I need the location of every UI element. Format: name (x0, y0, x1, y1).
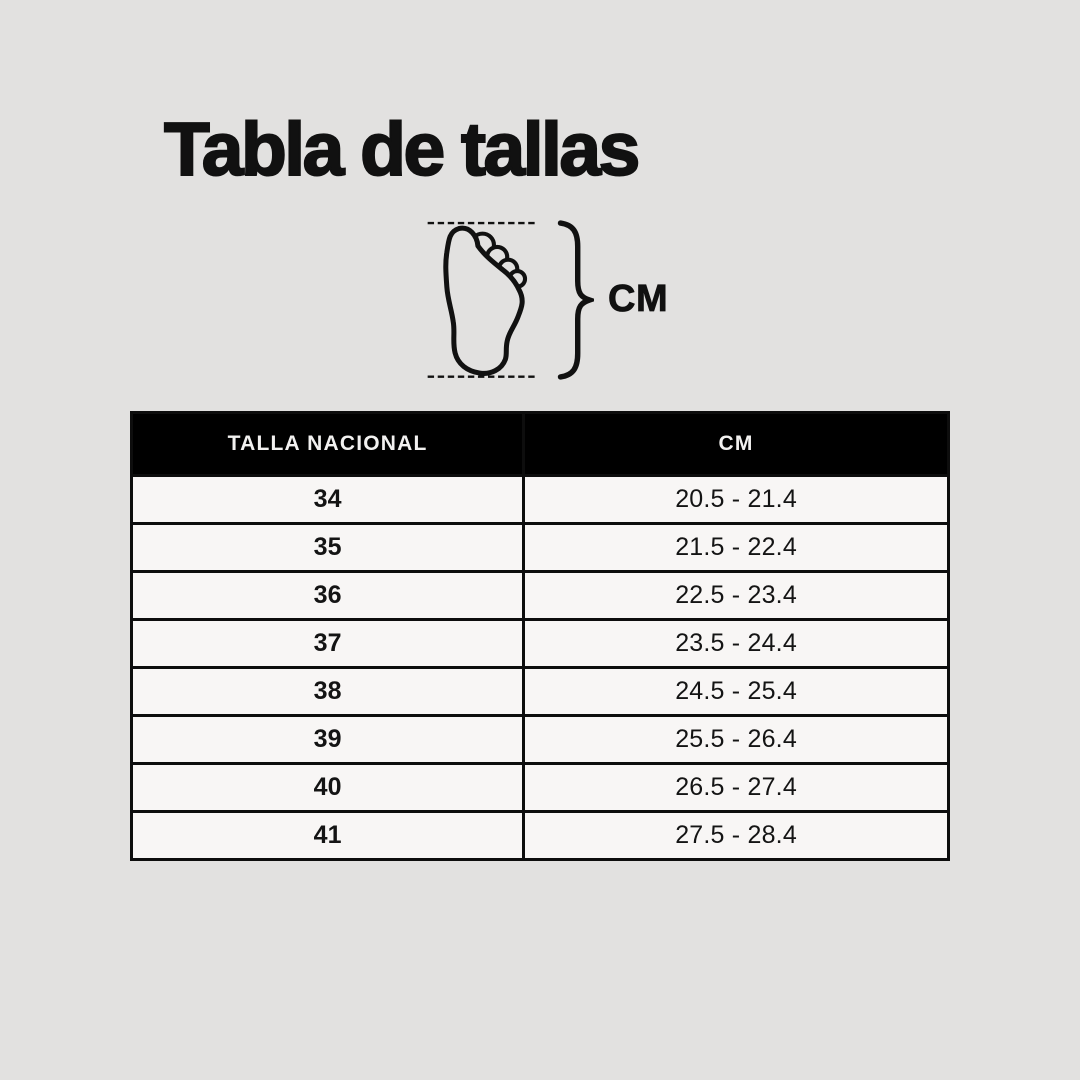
size-cell: 40 (132, 764, 524, 812)
table-row (132, 764, 949, 812)
table-row (132, 476, 949, 524)
measure-brace-icon (556, 214, 594, 386)
cm-range-cell: 27.5 - 28.4 (524, 812, 949, 860)
cm-range-cell: 21.5 - 22.4 (524, 524, 949, 572)
size-cell: 39 (132, 716, 524, 764)
size-cell: 41 (132, 812, 524, 860)
size-cell: 34 (132, 476, 524, 524)
size-cell: 35 (132, 524, 524, 572)
header-cm: CM (524, 413, 949, 476)
table-row (132, 716, 949, 764)
table-header-row (132, 413, 949, 476)
table-row (132, 812, 949, 860)
cm-range-cell: 25.5 - 26.4 (524, 716, 949, 764)
table-row (132, 572, 949, 620)
cm-unit-label: CM (608, 277, 669, 320)
foot-measurement-figure (424, 210, 668, 388)
table-row (132, 524, 949, 572)
foot-outline (446, 228, 522, 373)
size-cell: 36 (132, 572, 524, 620)
table-row (132, 620, 949, 668)
size-table (130, 411, 950, 861)
cm-range-cell: 20.5 - 21.4 (524, 476, 949, 524)
page-title: Tabla de tallas (164, 107, 638, 191)
cm-range-cell: 22.5 - 23.4 (524, 572, 949, 620)
size-cell: 37 (132, 620, 524, 668)
cm-range-cell: 26.5 - 27.4 (524, 764, 949, 812)
cm-range-cell: 24.5 - 25.4 (524, 668, 949, 716)
table-row (132, 668, 949, 716)
cm-range-cell: 23.5 - 24.4 (524, 620, 949, 668)
foot-sole-icon (424, 210, 552, 388)
header-talla-nacional: TALLA NACIONAL (132, 413, 524, 476)
size-cell: 38 (132, 668, 524, 716)
